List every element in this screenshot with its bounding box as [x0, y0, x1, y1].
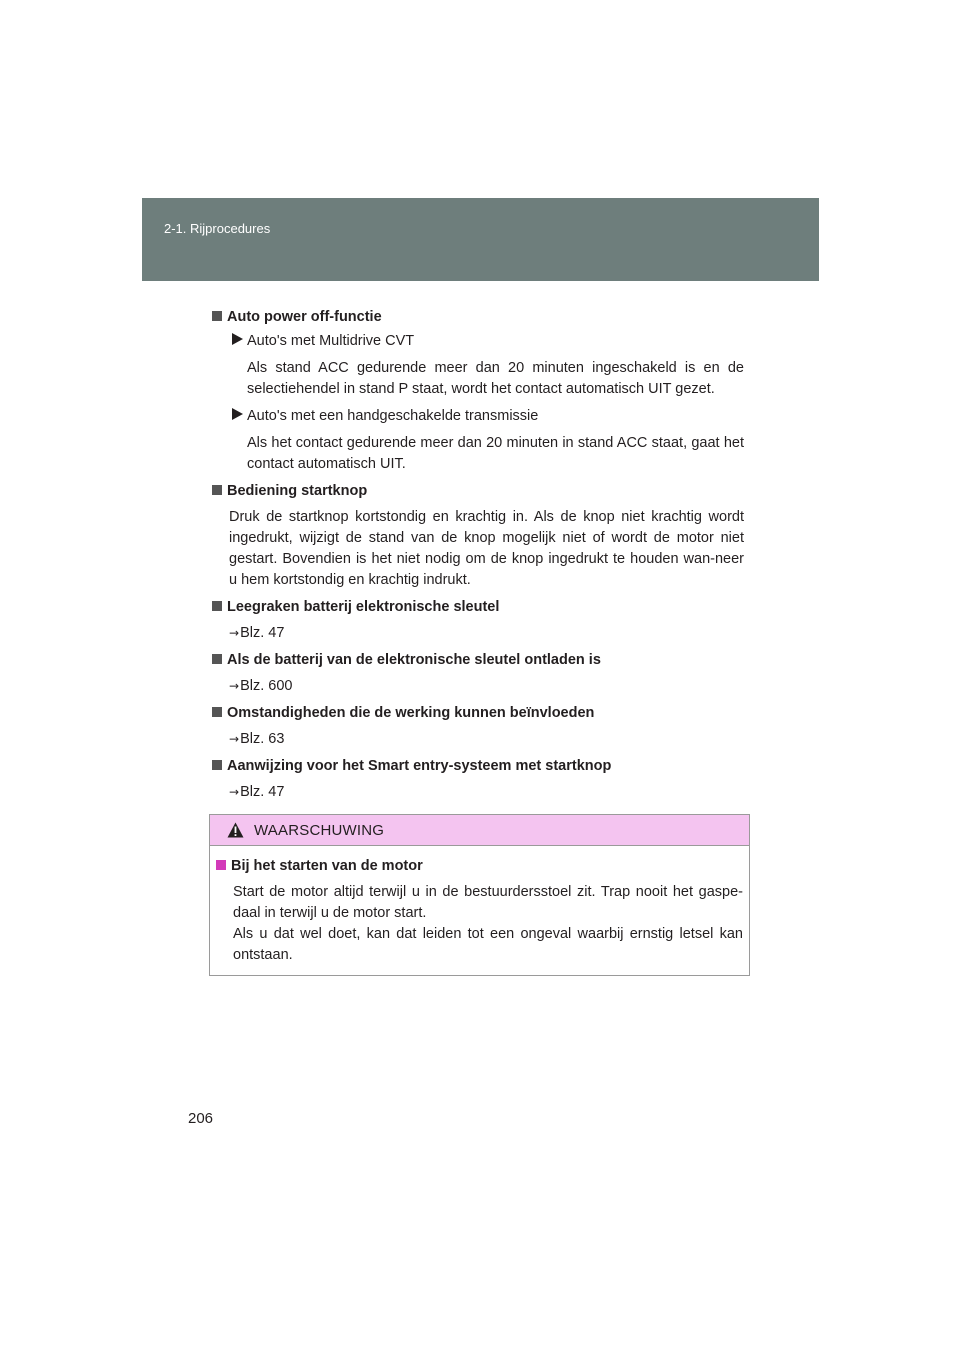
square-bullet-icon — [212, 654, 222, 664]
list-item — [212, 307, 744, 475]
list-item — [212, 650, 744, 697]
arrow-right-icon: → — [229, 679, 240, 693]
item-title: Auto power off-functie — [227, 309, 382, 325]
warning-header — [210, 815, 749, 846]
warning-title: Bij het starten van de motor — [231, 858, 423, 874]
item-title: Omstandigheden die de werking kunnen beïnvloeden — [227, 705, 595, 721]
square-bullet-icon — [216, 860, 226, 870]
square-bullet-icon — [212, 760, 222, 770]
list-item — [212, 703, 744, 750]
arrow-right-icon: → — [229, 785, 240, 799]
list-item — [212, 481, 744, 591]
list-item — [212, 597, 744, 644]
square-bullet-icon — [212, 485, 222, 495]
sub-text: Als het contact gedurende meer dan 20 minuten in stand ACC staat, gaat het contact automatisch UIT. — [247, 435, 744, 472]
page-reference: Blz. 63 — [240, 731, 285, 747]
item-title: Bediening startknop — [227, 483, 368, 499]
warning-text-line: Als u dat wel doet, kan dat leiden tot een ongeval waarbij ernstig letsel kan ontstaan. — [233, 926, 743, 963]
square-bullet-icon — [212, 707, 222, 717]
sub-label: Auto's met een handgeschakelde transmissie — [247, 408, 539, 424]
page-reference: Blz. 47 — [240, 625, 285, 641]
page-reference: Blz. 600 — [240, 678, 293, 694]
square-bullet-icon — [212, 601, 222, 611]
item-title: Als de batterij van de elektronische sleutel ontladen is — [227, 652, 601, 668]
sub-label: Auto's met Multidrive CVT — [247, 333, 415, 349]
arrow-right-icon: → — [229, 732, 240, 746]
warning-triangle-icon — [227, 822, 244, 838]
section-header-band — [142, 198, 819, 281]
triangle-bullet-icon — [232, 333, 243, 345]
square-bullet-icon — [212, 311, 222, 321]
item-title: Aanwijzing voor het Smart entry-systeem met startknop — [227, 758, 612, 774]
arrow-right-icon: → — [229, 626, 240, 640]
warning-heading: WAARSCHUWING — [254, 821, 385, 839]
page-number: 206 — [188, 1110, 214, 1127]
warning-text-line: Start de motor altijd terwijl u in de bestuurdersstoel zit. Trap nooit het gaspe-daal in terwijl u de motor start. — [233, 884, 743, 921]
main-content — [212, 307, 744, 809]
warning-box — [209, 814, 750, 976]
section-label: 2-1. Rijprocedures — [164, 221, 271, 236]
item-title: Leegraken batterij elektronische sleutel — [227, 599, 500, 615]
page-reference: Blz. 47 — [240, 784, 285, 800]
triangle-bullet-icon — [232, 408, 243, 420]
sub-text: Als stand ACC gedurende meer dan 20 minuten ingeschakeld is en de selectiehendel in stand P staat, wordt het contact automatisch UIT gezet. — [247, 360, 744, 397]
list-item — [212, 756, 744, 803]
item-text: Druk de startknop kortstondig en krachtig in. Als de knop niet krachtig wordt ingedrukt, wijzigt de stand van de knop mogelijk niet of wordt de motor niet gestart. Bovendien is het niet nodig om de knop ingedrukt te houden wan-neer u hem kortstondig en krachtig indrukt. — [229, 509, 744, 588]
